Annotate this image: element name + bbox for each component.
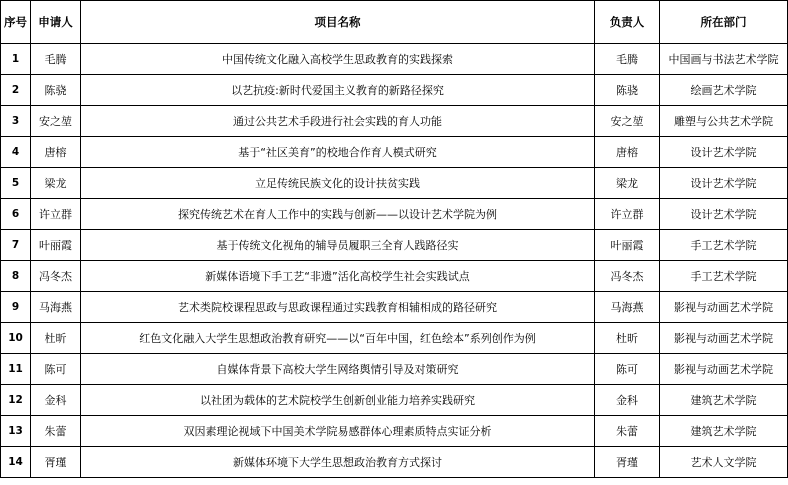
- lead-name: 马海燕: [595, 292, 660, 323]
- row-number: 3: [1, 106, 31, 137]
- row-number: 6: [1, 199, 31, 230]
- department: 影视与动画艺术学院: [660, 354, 788, 385]
- department: 建筑艺术学院: [660, 385, 788, 416]
- row-number: 9: [1, 292, 31, 323]
- lead-name: 陈可: [595, 354, 660, 385]
- lead-name: 唐榕: [595, 137, 660, 168]
- project-title: 双因素理论视域下中国美术学院易感群体心理素质特点实证分析: [81, 416, 595, 447]
- table-row: [1, 75, 788, 106]
- department: 艺术人文学院: [660, 447, 788, 478]
- department: 设计艺术学院: [660, 168, 788, 199]
- table-row: [1, 44, 788, 75]
- applicant-name: 唐榕: [31, 137, 81, 168]
- lead-name: 毛腾: [595, 44, 660, 75]
- project-title: 基于“社区美育”的校地合作育人模式研究: [81, 137, 595, 168]
- project-title: 基于传统文化视角的辅导员履职三全育人践路径实: [81, 230, 595, 261]
- department: 影视与动画艺术学院: [660, 323, 788, 354]
- applicant-name: 许立群: [31, 199, 81, 230]
- applicant-name: 陈骁: [31, 75, 81, 106]
- table-row: [1, 199, 788, 230]
- lead-name: 许立群: [595, 199, 660, 230]
- project-title: 立足传统民族文化的设计扶贫实践: [81, 168, 595, 199]
- row-number: 7: [1, 230, 31, 261]
- department: 影视与动画艺术学院: [660, 292, 788, 323]
- project-title: 艺术类院校课程思政与思政课程通过实践教育相辅相成的路径研究: [81, 292, 595, 323]
- header-lead: 负责人: [595, 1, 660, 44]
- project-title: 新媒体环境下大学生思想政治教育方式探讨: [81, 447, 595, 478]
- lead-name: 杜昕: [595, 323, 660, 354]
- applicant-name: 陈可: [31, 354, 81, 385]
- table-row: [1, 261, 788, 292]
- header-applicant: 申请人: [31, 1, 81, 44]
- applicant-name: 杜昕: [31, 323, 81, 354]
- row-number: 11: [1, 354, 31, 385]
- applicant-name: 胥瑾: [31, 447, 81, 478]
- lead-name: 陈骁: [595, 75, 660, 106]
- department: 手工艺术学院: [660, 261, 788, 292]
- table-row: [1, 385, 788, 416]
- table-row: [1, 137, 788, 168]
- applicant-name: 金科: [31, 385, 81, 416]
- header-project: 项目名称: [81, 1, 595, 44]
- applicant-name: 冯冬杰: [31, 261, 81, 292]
- row-number: 8: [1, 261, 31, 292]
- lead-name: 金科: [595, 385, 660, 416]
- row-number: 1: [1, 44, 31, 75]
- lead-name: 安之堃: [595, 106, 660, 137]
- table-row: [1, 323, 788, 354]
- project-title: 以艺抗疫:新时代爱国主义教育的新路径探究: [81, 75, 595, 106]
- table-row: [1, 416, 788, 447]
- row-number: 12: [1, 385, 31, 416]
- applicant-name: 马海燕: [31, 292, 81, 323]
- row-number: 2: [1, 75, 31, 106]
- table-row: [1, 292, 788, 323]
- table-row: [1, 168, 788, 199]
- department: 雕塑与公共艺术学院: [660, 106, 788, 137]
- applicant-name: 叶丽霞: [31, 230, 81, 261]
- project-title: 自媒体背景下高校大学生网络舆情引导及对策研究: [81, 354, 595, 385]
- applicant-name: 梁龙: [31, 168, 81, 199]
- header-dept: 所在部门: [660, 1, 788, 44]
- lead-name: 胥瑾: [595, 447, 660, 478]
- table-row: [1, 354, 788, 385]
- lead-name: 朱蕾: [595, 416, 660, 447]
- applicant-name: 朱蕾: [31, 416, 81, 447]
- department: 设计艺术学院: [660, 137, 788, 168]
- table-row: [1, 447, 788, 478]
- applicant-name: 毛腾: [31, 44, 81, 75]
- table-row: [1, 230, 788, 261]
- department: 建筑艺术学院: [660, 416, 788, 447]
- table-row: [1, 106, 788, 137]
- project-title: 探究传统艺术在育人工作中的实践与创新——以设计艺术学院为例: [81, 199, 595, 230]
- project-title: 以社团为载体的艺术院校学生创新创业能力培养实践研究: [81, 385, 595, 416]
- lead-name: 梁龙: [595, 168, 660, 199]
- department: 中国画与书法艺术学院: [660, 44, 788, 75]
- row-number: 13: [1, 416, 31, 447]
- row-number: 10: [1, 323, 31, 354]
- project-title: 通过公共艺术手段进行社会实践的育人功能: [81, 106, 595, 137]
- row-number: 5: [1, 168, 31, 199]
- applicant-name: 安之堃: [31, 106, 81, 137]
- department: 设计艺术学院: [660, 199, 788, 230]
- lead-name: 叶丽霞: [595, 230, 660, 261]
- header-no: 序号: [1, 1, 31, 44]
- department: 绘画艺术学院: [660, 75, 788, 106]
- lead-name: 冯冬杰: [595, 261, 660, 292]
- department: 手工艺术学院: [660, 230, 788, 261]
- project-title: 新媒体语境下手工艺“非遗”活化高校学生社会实践试点: [81, 261, 595, 292]
- row-number: 4: [1, 137, 31, 168]
- header-row: [1, 1, 788, 44]
- row-number: 14: [1, 447, 31, 478]
- project-title: 红色文化融入大学生思想政治教育研究——以“百年中国，红色绘本”系列创作为例: [81, 323, 595, 354]
- project-title: 中国传统文化融入高校学生思政教育的实践探索: [81, 44, 595, 75]
